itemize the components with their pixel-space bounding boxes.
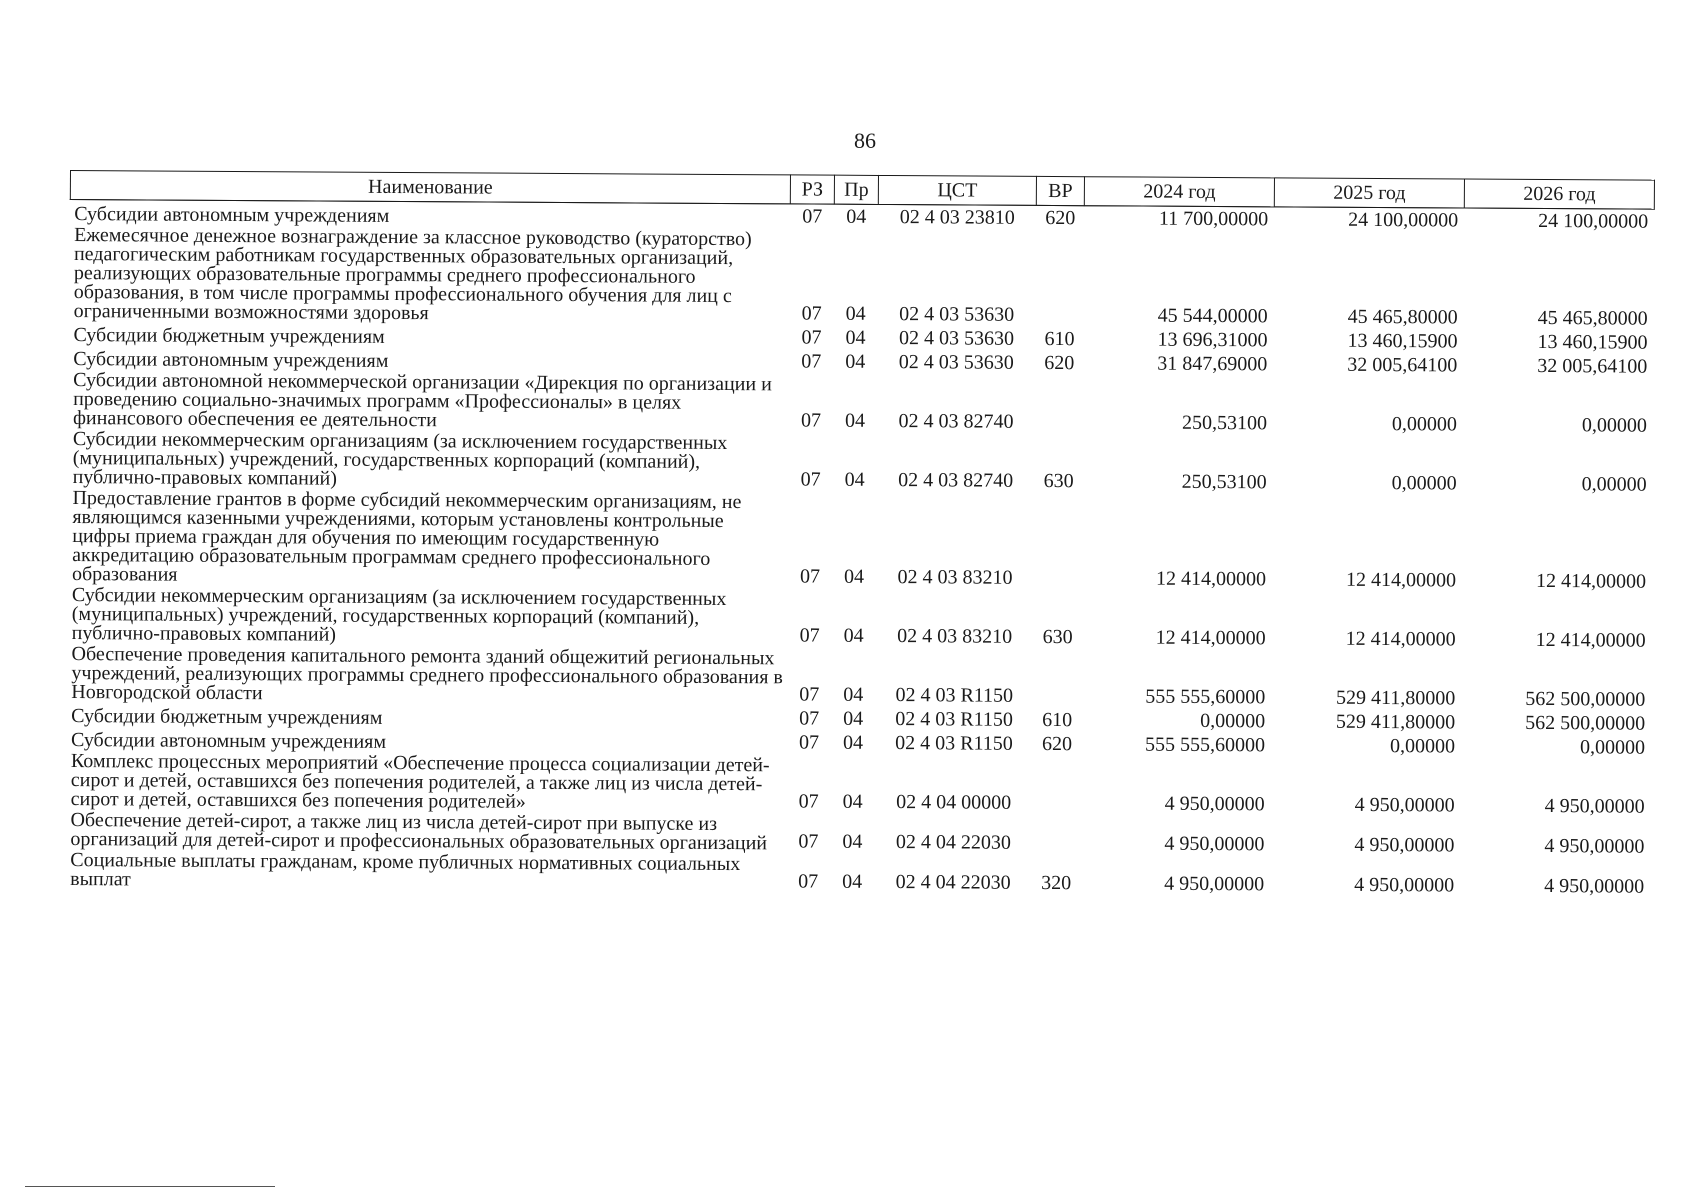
table-row bbox=[68, 487, 1653, 594]
row-vr: 620 bbox=[1041, 732, 1073, 756]
row-pr: 04 bbox=[844, 468, 865, 491]
table-row bbox=[69, 369, 1653, 438]
row-name: Субсидии бюджетным учреждениям bbox=[71, 705, 383, 729]
row-cst: 02 4 03 53630 bbox=[898, 327, 1015, 350]
row-rz: 07 bbox=[798, 731, 820, 754]
row-pr: 04 bbox=[842, 830, 863, 853]
row-2025: 4 950,00000 bbox=[1354, 873, 1455, 897]
row-name: Субсидии автономной некоммерческой организации «Дирекция по организации и проведению социально-значимых программ «Профессионалы» в целях финансового обеспечения ее деятельности bbox=[72, 369, 772, 432]
row-2024: 13 696,31000 bbox=[1157, 328, 1268, 352]
row-2025: 12 414,00000 bbox=[1345, 627, 1456, 651]
row-name: Социальные выплаты гражданам, кроме публичных нормативных социальных выплат bbox=[70, 849, 741, 891]
row-2025: 4 950,00000 bbox=[1354, 833, 1455, 857]
row-pr: 04 bbox=[843, 624, 864, 647]
row-name: Субсидии бюджетным учреждениям bbox=[73, 324, 385, 348]
row-rz: 07 bbox=[798, 870, 819, 893]
row-rz: 07 bbox=[799, 683, 820, 706]
row-2024: 31 847,69000 bbox=[1157, 352, 1268, 376]
row-vr: 320 bbox=[1041, 871, 1072, 895]
row-2025: 13 460,15900 bbox=[1347, 329, 1458, 353]
row-name: Субсидии некоммерческим организациям (за исключением государственных (муниципальных) учреждений, государственных корпораций (компаний), публично-правовых компаний) bbox=[72, 428, 728, 490]
row-2026: 0,00000 bbox=[1581, 473, 1647, 496]
row-vr bbox=[1035, 375, 1083, 434]
row-2024: 12 414,00000 bbox=[1155, 626, 1266, 650]
table-row bbox=[67, 643, 1651, 712]
row-2025: 0,00000 bbox=[1391, 413, 1458, 436]
table-row bbox=[67, 750, 1651, 819]
row-2026: 45 465,80000 bbox=[1537, 306, 1648, 330]
header-cst: ЦСТ bbox=[878, 175, 1036, 205]
row-vr bbox=[1036, 230, 1085, 327]
row-pr: 04 bbox=[844, 409, 866, 432]
row-pr: 04 bbox=[846, 205, 867, 228]
row-name: Обеспечение детей-сирот, а также лиц из числа детей-сирот при выпуске из организаций для детей-сирот и профессиональных образовательных организаций bbox=[70, 809, 768, 855]
row-pr: 04 bbox=[843, 565, 865, 588]
row-rz: 07 bbox=[801, 302, 822, 325]
row-cst: 02 4 04 22030 bbox=[895, 871, 1011, 894]
row-vr: 630 bbox=[1042, 625, 1073, 649]
row-rz: 07 bbox=[801, 326, 822, 349]
row-cst: 02 4 04 22030 bbox=[895, 831, 1011, 854]
row-2024: 4 950,00000 bbox=[1164, 792, 1265, 816]
row-rz: 07 bbox=[799, 624, 820, 647]
row-2024: 0,00000 bbox=[1200, 709, 1266, 733]
row-name: Предоставление грантов в форме субсидий некоммерческим организациям, не являющимся казенными учреждениями, которым установлены контрольные цифры приема граждан для обучения по имеющим государственную аккредитацию образовательным программам среднего профессионального образования bbox=[71, 487, 742, 586]
table-row bbox=[70, 224, 1655, 331]
row-cst: 02 4 04 00000 bbox=[896, 791, 1012, 814]
row-2025: 4 950,00000 bbox=[1354, 793, 1455, 817]
row-cst: 02 4 03 82740 bbox=[898, 469, 1014, 492]
header-2026: 2026 год bbox=[1464, 179, 1654, 209]
row-vr bbox=[1033, 756, 1081, 815]
table-row bbox=[68, 584, 1652, 653]
row-2024: 45 544,00000 bbox=[1157, 304, 1268, 328]
row-2025: 0,00000 bbox=[1389, 735, 1456, 758]
row-vr bbox=[1034, 493, 1083, 590]
row-vr: 610 bbox=[1044, 327, 1075, 351]
row-2024: 12 414,00000 bbox=[1155, 567, 1267, 591]
row-2025: 12 414,00000 bbox=[1345, 568, 1457, 592]
row-cst: 02 4 03 R1150 bbox=[895, 684, 1014, 707]
table-body bbox=[66, 200, 1654, 899]
row-2026: 0,00000 bbox=[1581, 414, 1648, 437]
row-pr: 04 bbox=[845, 302, 866, 325]
row-2024: 4 950,00000 bbox=[1164, 832, 1265, 856]
header-rz: РЗ bbox=[790, 175, 834, 204]
row-2024: 11 700,00000 bbox=[1158, 207, 1269, 231]
row-pr: 04 bbox=[842, 731, 864, 754]
row-2026: 12 414,00000 bbox=[1535, 628, 1646, 652]
row-rz: 07 bbox=[801, 350, 822, 373]
header-2024: 2024 год bbox=[1084, 177, 1274, 207]
row-cst: 02 4 03 53630 bbox=[899, 303, 1015, 326]
row-vr: 620 bbox=[1045, 206, 1076, 230]
row-cst: 02 4 03 83210 bbox=[897, 625, 1013, 648]
row-pr: 04 bbox=[845, 326, 866, 349]
row-2026: 12 414,00000 bbox=[1535, 569, 1647, 593]
row-cst: 02 4 03 R1150 bbox=[895, 708, 1014, 731]
page-number: 86 bbox=[854, 128, 876, 153]
row-2024: 555 555,60000 bbox=[1144, 733, 1266, 757]
row-cst: 02 4 03 23810 bbox=[899, 206, 1015, 229]
row-name: Субсидии автономным учреждениям bbox=[70, 729, 387, 753]
row-name: Обеспечение проведения капитального ремонта зданий общежитий региональных учреждений, реализующих программы среднего профессионального образования в Новгородской области bbox=[71, 643, 783, 705]
row-2025: 529 411,80000 bbox=[1335, 710, 1456, 734]
row-rz: 07 bbox=[798, 830, 819, 853]
row-2025: 45 465,80000 bbox=[1347, 305, 1458, 329]
row-name: Ежемесячное денежное вознаграждение за классное руководство (кураторство) педагогическим работникам государственных образовательных организаций, реализующих образовательные программы среднего профессионального образования, в том числе программы профессионального обучения для лиц с ограниченными возможностями здоровья bbox=[73, 224, 752, 325]
row-2026: 13 460,15900 bbox=[1537, 330, 1648, 354]
row-rz: 07 bbox=[798, 790, 819, 813]
row-cst: 02 4 03 82740 bbox=[898, 410, 1014, 433]
row-vr: 620 bbox=[1044, 351, 1075, 375]
row-2026: 32 005,64100 bbox=[1537, 354, 1648, 378]
row-2025: 32 005,64100 bbox=[1347, 353, 1458, 377]
header-pr: Пр bbox=[834, 175, 878, 204]
row-2025: 0,00000 bbox=[1391, 472, 1457, 495]
row-pr: 04 bbox=[842, 870, 863, 893]
row-2024: 250,53100 bbox=[1181, 411, 1268, 435]
row-name: Субсидии автономным учреждениям bbox=[74, 203, 390, 227]
row-2025: 24 100,00000 bbox=[1348, 208, 1459, 232]
row-name: Комплекс процессных мероприятий «Обеспечение процесса социализации детей-сирот и детей, оставшихся без попечения родителей, а также лиц из числа детей-сирот и детей, оставшихся без попечения родителей» bbox=[70, 750, 770, 813]
budget-table-sheet bbox=[66, 170, 1655, 899]
row-2025: 529 411,80000 bbox=[1335, 686, 1456, 710]
row-rz: 07 bbox=[799, 565, 821, 588]
row-2026: 4 950,00000 bbox=[1544, 795, 1645, 818]
row-pr: 04 bbox=[842, 790, 863, 813]
row-2024: 555 555,60000 bbox=[1145, 685, 1266, 709]
row-2026: 4 950,00000 bbox=[1544, 875, 1645, 898]
header-2025: 2025 год bbox=[1274, 178, 1464, 208]
row-2024: 250,53100 bbox=[1181, 470, 1267, 494]
row-2026: 0,00000 bbox=[1579, 736, 1646, 759]
table-row bbox=[69, 428, 1653, 497]
row-name: Субсидии некоммерческим организациям (за исключением государственных (муниципальных) учреждений, государственных корпораций (компаний), публично-правовых компаний) bbox=[71, 584, 727, 646]
row-2026: 24 100,00000 bbox=[1538, 209, 1649, 233]
row-rz: 07 bbox=[799, 707, 820, 730]
row-pr: 04 bbox=[845, 350, 866, 373]
row-vr: 610 bbox=[1042, 708, 1073, 732]
header-vr: ВР bbox=[1036, 176, 1084, 205]
row-2024: 4 950,00000 bbox=[1164, 872, 1265, 896]
row-name: Субсидии автономным учреждениям bbox=[73, 348, 389, 372]
row-pr: 04 bbox=[843, 683, 864, 706]
row-rz: 07 bbox=[800, 468, 821, 491]
row-2026: 562 500,00000 bbox=[1525, 711, 1646, 735]
header-name: Наименование bbox=[70, 171, 790, 204]
row-2026: 4 950,00000 bbox=[1544, 835, 1645, 858]
row-vr bbox=[1032, 815, 1080, 855]
row-cst: 02 4 03 83210 bbox=[897, 566, 1013, 589]
budget-table bbox=[66, 170, 1655, 899]
row-rz: 07 bbox=[802, 205, 823, 228]
row-pr: 04 bbox=[843, 707, 864, 730]
row-vr bbox=[1033, 649, 1081, 708]
footnote-divider bbox=[25, 1186, 275, 1187]
row-rz: 07 bbox=[800, 409, 822, 432]
row-cst: 02 4 03 R1150 bbox=[895, 732, 1013, 755]
row-cst: 02 4 03 53630 bbox=[898, 351, 1014, 374]
row-2026: 562 500,00000 bbox=[1525, 687, 1646, 711]
row-vr: 630 bbox=[1043, 469, 1074, 493]
